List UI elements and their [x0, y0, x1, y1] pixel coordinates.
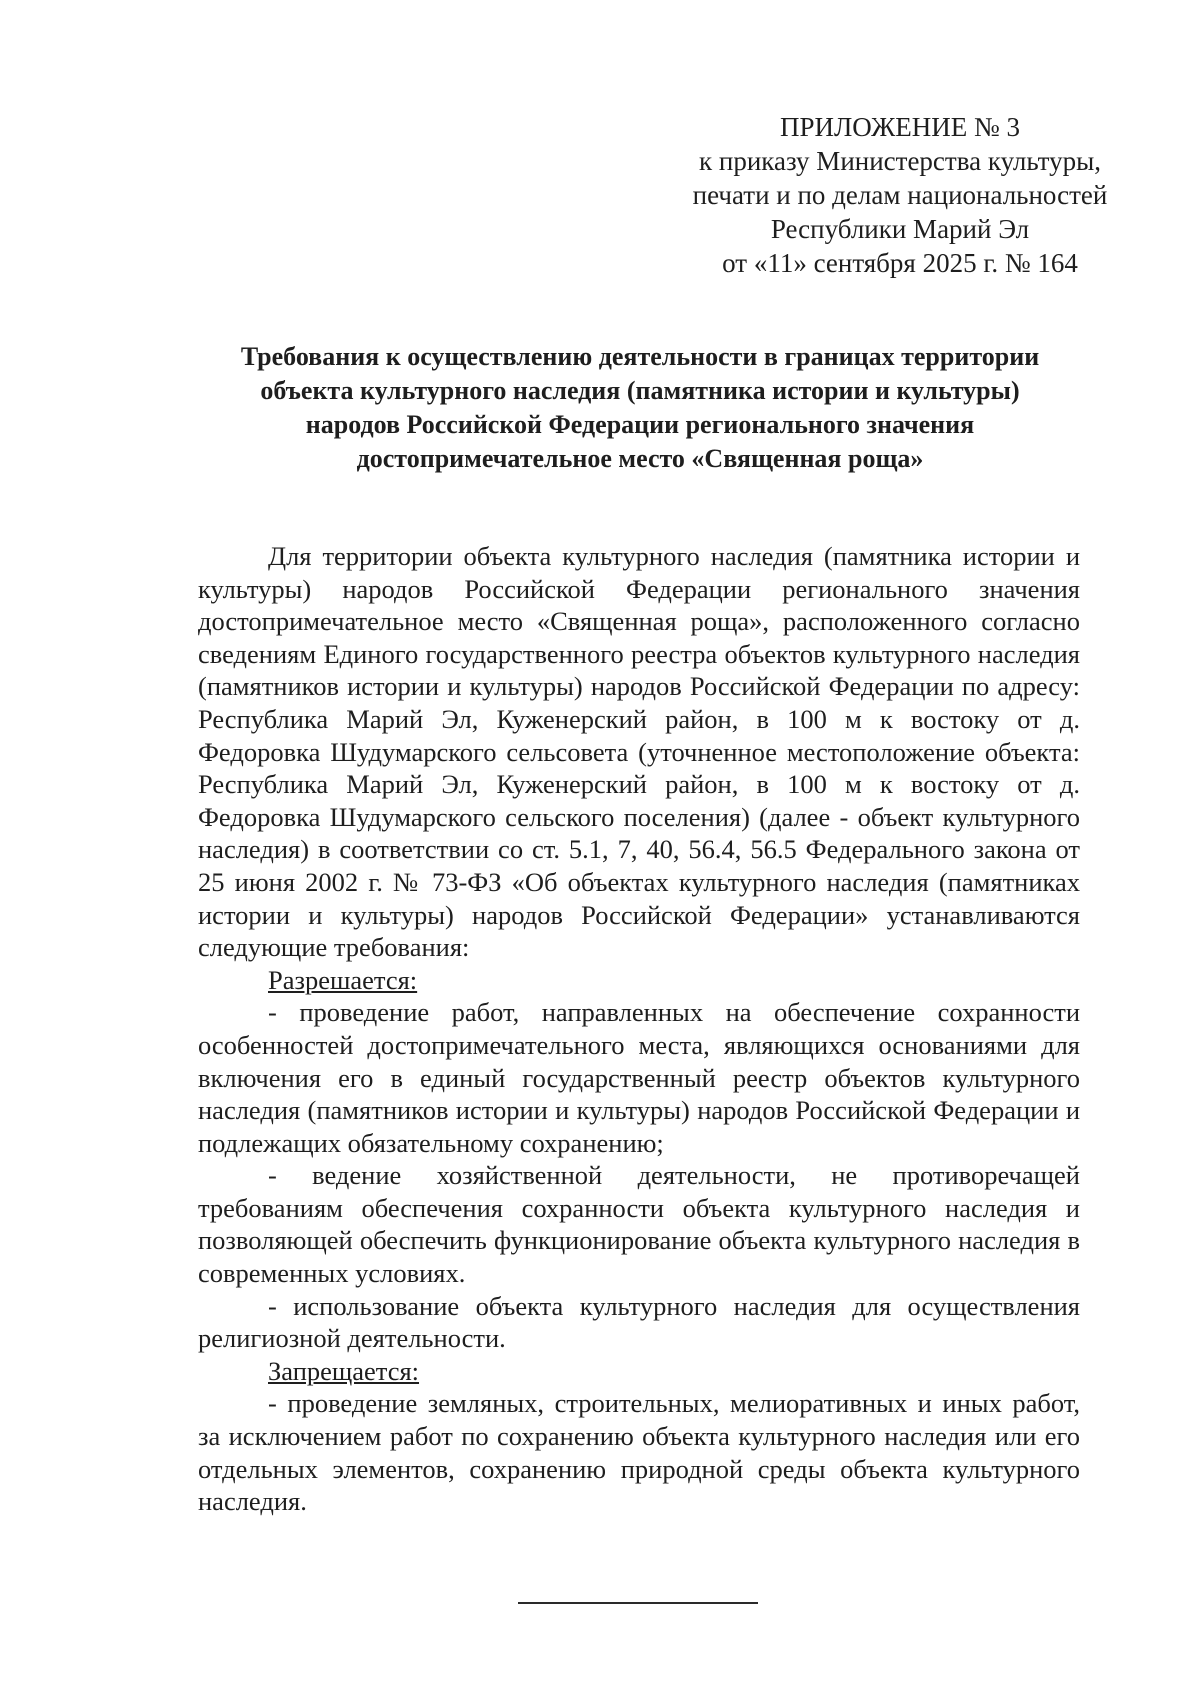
forbidden-item: - проведение земляных, строительных, мелиоративных и иных работ, за исключением работ по сохранению объекта культурного наследия или его отдельных элементов, сохранению природной среды объекта культурного наследия. — [198, 1388, 1080, 1517]
document-body — [198, 540, 1080, 1518]
forbidden-label: Запрещается: — [268, 1355, 420, 1386]
title-line-3: народов Российской Федерации регионального значения — [305, 410, 975, 439]
document-title — [190, 340, 1090, 476]
title-line-2: объекта культурного наследия (памятника истории и культуры) — [260, 376, 1020, 405]
allowed-label: Разрешается: — [268, 964, 418, 995]
appendix-header — [660, 110, 1140, 280]
title-line-1: Требования к осуществлению деятельности в границах территории — [240, 342, 1040, 371]
allowed-item: - ведение хозяйственной деятельности, не противоречащей требованиям обеспечения сохранности объекта культурного наследия и позволяющей обеспечить функционирование объекта культурного наследия в современных условиях. — [198, 1160, 1080, 1289]
allowed-item: - проведение работ, направленных на обеспечение сохранности особенностей достопримечательного места, являющихся основаниями для включения его в единый государственный реестр объектов культурного наследия (памятников истории и культуры) народов Российской Федерации и подлежащих обязательному сохранению; — [198, 997, 1080, 1158]
appendix-number: ПРИЛОЖЕНИЕ № 3 — [779, 112, 1021, 142]
appendix-order-ref: к приказу Министерства культуры, — [699, 146, 1101, 176]
title-line-4: достопримечательное место «Священная роща» — [356, 444, 924, 473]
intro-paragraph: Для территории объекта культурного наследия (памятника истории и культуры) народов Российской Федерации регионального значения достопримечательное место «Священная роща», расположенного согласно сведениям Единого государственного реестра объектов культурного наследия (памятников истории и культуры) народов Российской Федерации по адресу: Республика Марий Эл, Куженерский район, в 100 м к востоку от д. Федоровка Шудумарского сельсовета (уточненное местоположение объекта: Республика Марий Эл, Куженерский район, в 100 м к востоку от д. Федоровка Шудумарского сельского поселения) (далее - объект культурного наследия) в соответствии со ст. 5.1, 7, 40, 56.4, 56.5 Федерального закона от 25 июня 2002 г. № 73-ФЗ «Об объектах культурного наследия (памятниках истории и культуры) народов Российской Федерации» устанавливаются следующие требования: — [198, 541, 1080, 963]
allowed-item: - использование объекта культурного наследия для осуществления религиозной деятельности. — [198, 1290, 1080, 1354]
end-divider — [518, 1602, 758, 1604]
appendix-region: Республики Марий Эл — [770, 214, 1030, 244]
appendix-date: от «11» сентября 2025 г. № 164 — [722, 248, 1078, 278]
appendix-ministry: печати и по делам национальностей — [692, 180, 1108, 210]
